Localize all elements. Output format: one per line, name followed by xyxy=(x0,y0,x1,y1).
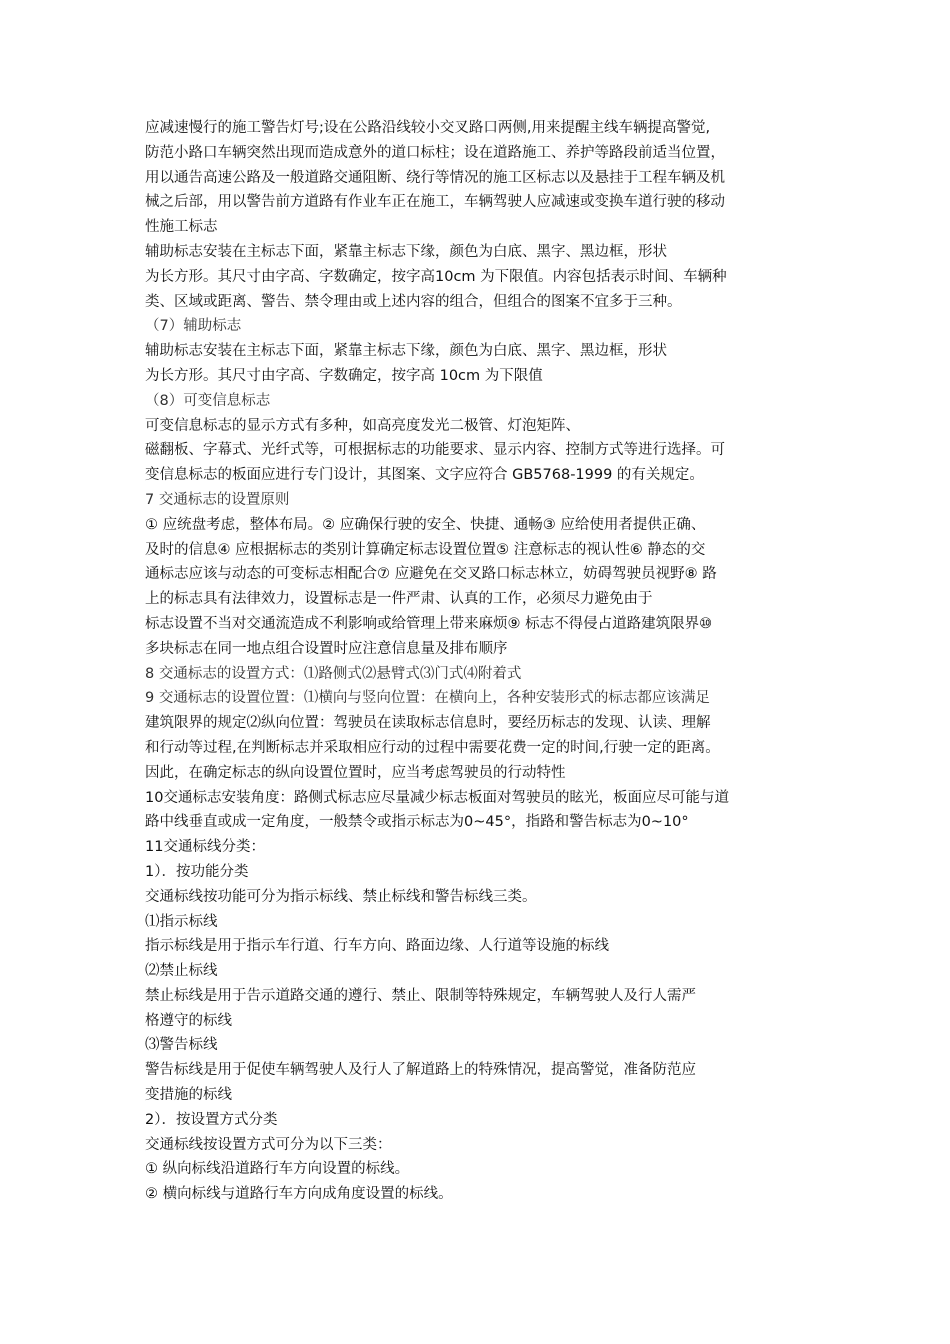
text-line: 7 交通标志的设置原则 xyxy=(145,491,290,508)
text-line: 变措施的标线 xyxy=(145,1087,232,1104)
text-line: 禁止标线是用于告示道路交通的遵行、禁止、限制等特殊规定，车辆驾驶人及行人需严 xyxy=(145,987,696,1004)
text-line: ② 横向标线与道路行车方向成角度设置的标线。 xyxy=(145,1186,453,1203)
text-line: 1）．按功能分类 xyxy=(145,863,249,880)
text-line: 格遵守的标线 xyxy=(145,1012,232,1029)
text-line: 2）．按设置方式分类 xyxy=(145,1111,278,1128)
text-line: （7）辅助标志 xyxy=(145,318,242,335)
text-line: 可变信息标志的显示方式有多种，如高亮度发光二极管、灯泡矩阵、 xyxy=(145,417,580,434)
text-line: 标志设置不当对交通流造成不利影响或给管理上带来麻烦⑨ 标志不得侵占道路建筑限界⑩ xyxy=(145,615,713,632)
text-line: 上的标志具有法律效力，设置标志是一件严肃、认真的工作，必须尽力避免由于 xyxy=(145,591,653,608)
text-line: 及时的信息④ 应根据标志的类别计算确定标志设置位置⑤ 注意标志的视认性⑥ 静态的交 xyxy=(145,541,706,558)
text-line: ⑴指示标线 xyxy=(145,913,218,930)
text-line: 通标志应该与动态的可变标志相配合⑦ 应避免在交叉路口标志林立，妨碍驾驶员视野⑧ 路 xyxy=(145,566,717,583)
text-line: 磁翻板、字幕式、光纤式等，可根据标志的功能要求、显示内容、控制方式等进行选择。可 xyxy=(145,442,725,459)
text-line: ① 纵向标线沿道路行车方向设置的标线。 xyxy=(145,1161,410,1178)
text-line: 9 交通标志的设置位置：⑴横向与竖向位置：在横向上，各种安装形式的标志都应该满足 xyxy=(145,690,710,707)
text-line: 11交通标线分类： xyxy=(145,839,265,856)
text-line: 械之后部，用以警告前方道路有作业车正在施工，车辆驾驶人应减速或变换车道行驶的移动 xyxy=(145,194,725,211)
text-line: 10交通标志安装角度：路侧式标志应尽量减少标志板面对驾驶员的眩光，板面应尽可能与道 xyxy=(145,789,729,806)
text-line: ① 应统盘考虑，整体布局。② 应确保行驶的安全、快捷、通畅③ 应给使用者提供正确、 xyxy=(145,516,706,533)
document-body xyxy=(145,116,825,1207)
text-line: 用以通告高速公路及一般道路交通阻断、绕行等情况的施工区标志以及悬挂于工程车辆及机 xyxy=(145,169,725,186)
text-line: 类、区域或距离、警告、禁令理由或上述内容的组合，但组合的图案不宜多于三种。 xyxy=(145,293,682,310)
text-line: 为长方形。其尺寸由字高、字数确定，按字高10cm 为下限值。内容包括表示时间、车辆种 xyxy=(145,268,727,285)
text-line: 因此，在确定标志的纵向设置位置时，应当考虑驾驶员的行动特性 xyxy=(145,764,566,781)
text-line: 路中线垂直或成一定角度，一般禁令或指示标志为0~45°，指路和警告标志为0~10° xyxy=(145,814,689,831)
text-line: 8 交通标志的设置方式：⑴路侧式⑵悬臂式⑶门式⑷附着式 xyxy=(145,665,522,682)
text-line: （8）可变信息标志 xyxy=(145,392,271,409)
text-line: 为长方形。其尺寸由字高、字数确定，按字高 10cm 为下限值 xyxy=(145,367,543,384)
text-line: 交通标线按功能可分为指示标线、禁止标线和警告标线三类。 xyxy=(145,888,537,905)
text-line: ⑵禁止标线 xyxy=(145,963,218,980)
text-line: 指示标线是用于指示车行道、行车方向、路面边缘、人行道等设施的标线 xyxy=(145,938,609,955)
text-line: 变信息标志的板面应进行专门设计，其图案、文字应符合 GB5768-1999 的有关规定。 xyxy=(145,467,704,484)
text-line: 辅助标志安装在主标志下面，紧靠主标志下缘，颜色为白底、黑字、黑边框，形状 xyxy=(145,243,667,260)
text-line: 防范小路口车辆突然出现而造成意外的道口标柱；设在道路施工、养护等路段前适当位置， xyxy=(145,144,725,161)
text-line: 应减速慢行的施工警告灯号;设在公路沿线较小交叉路口两侧,用来提醒主线车辆提高警觉, xyxy=(145,120,711,136)
text-line: ⑶警告标线 xyxy=(145,1037,218,1054)
text-line: 性施工标志 xyxy=(145,219,218,236)
text-line: 警告标线是用于促使车辆驾驶人及行人了解道路上的特殊情况，提高警觉，准备防范应 xyxy=(145,1062,696,1079)
text-line: 交通标线按设置方式可分为以下三类： xyxy=(145,1136,392,1153)
text-line: 建筑限界的规定⑵纵向位置：驾驶员在读取标志信息时，要经历标志的发现、认读、理解 xyxy=(145,715,711,732)
text-line: 辅助标志安装在主标志下面，紧靠主标志下缘，颜色为白底、黑字、黑边框，形状 xyxy=(145,343,667,360)
text-line: 多块标志在同一地点组合设置时应注意信息量及排布顺序 xyxy=(145,640,508,657)
text-line: 和行动等过程,在判断标志并采取相应行动的过程中需要花费一定的时间,行驶一定的距离。 xyxy=(145,739,720,756)
